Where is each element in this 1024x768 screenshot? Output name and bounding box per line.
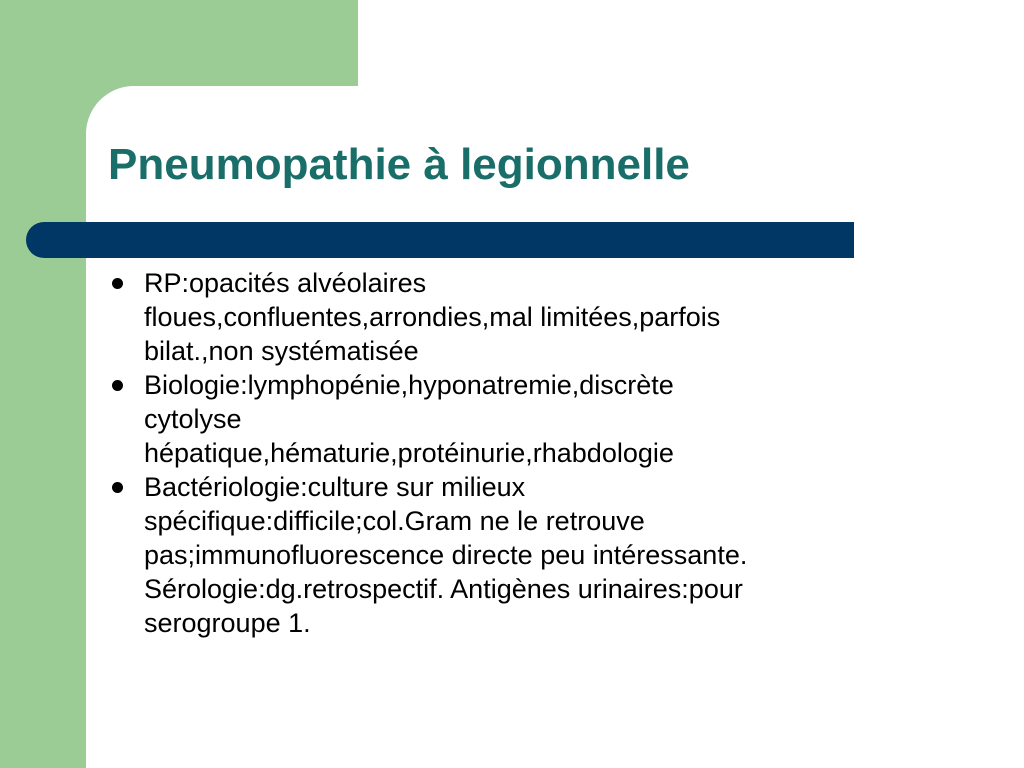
bullet-text: Biologie:lymphopénie,hyponatremie,discrète cytolyse hépatique,hématurie,protéinurie,rhabdologie [144, 370, 674, 468]
bullet-icon [112, 380, 123, 391]
bullet-item [108, 368, 928, 470]
bullet-item [108, 470, 928, 640]
bullet-text: Bactériologie:culture sur milieux spécifique:difficile;col.Gram ne le retrouve pas;immunofluorescence directe peu intéressante. Sérologie:dg.retrospectif. Antigènes urinaires:pour serogroupe 1. [144, 472, 748, 638]
bullet-item [108, 266, 928, 368]
bullet-list [108, 266, 928, 640]
title-underline-bar [26, 222, 854, 258]
bullet-text: RP:opacités alvéolaires floues,confluentes,arrondies,mal limitées,parfois bilat.,non systématisée [144, 268, 721, 366]
slide-title: Pneumopathie à legionnelle [108, 140, 690, 189]
bullet-icon [112, 278, 123, 289]
bullet-icon [112, 482, 123, 493]
